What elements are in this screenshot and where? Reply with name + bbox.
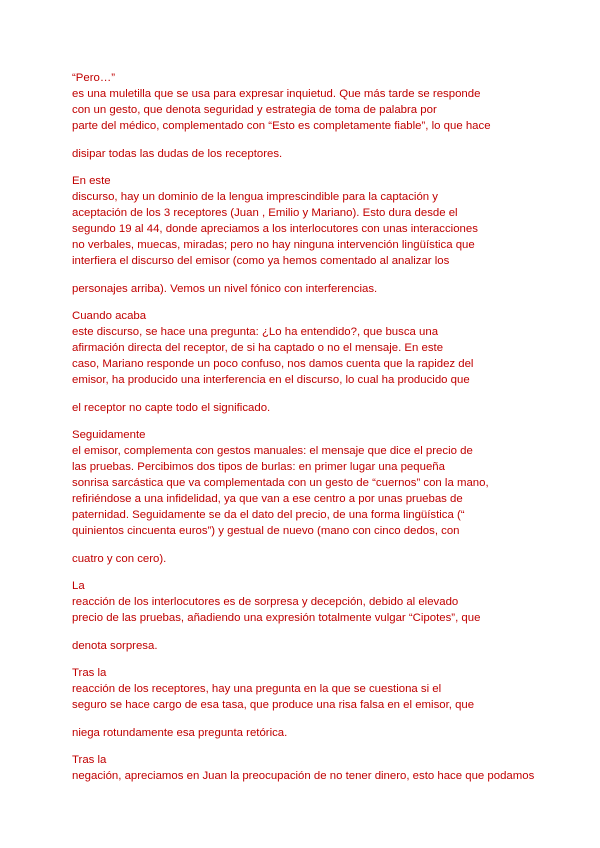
paragraph	[72, 70, 532, 162]
paragraph-line: En este	[72, 175, 111, 187]
paragraph-line: es una muletilla que se usa para expresar inquietud. Que más tarde se responde	[72, 88, 481, 100]
paragraph-line: precio de las pruebas, añadiendo una expresión totalmente vulgar “Cipotes”, que	[72, 612, 481, 624]
paragraph-tail-line: disipar todas las dudas de los receptores.	[72, 148, 283, 160]
paragraph-line: Seguidamente	[72, 429, 146, 441]
line-gap	[72, 539, 532, 551]
paragraph-line: Cuando acaba	[72, 310, 147, 322]
paragraph	[72, 578, 532, 654]
line-gap	[72, 269, 532, 281]
paragraph-tail-line: denota sorpresa.	[72, 640, 158, 652]
paragraph-line: el emisor, complementa con gestos manuales: el mensaje que dice el precio de	[72, 445, 473, 457]
paragraph-line: La	[72, 580, 85, 592]
paragraph-tail-line: niega rotundamente esa pregunta retórica.	[72, 727, 288, 739]
paragraph-line: afirmación directa del receptor, de si ha captado o no el mensaje. En este	[72, 342, 444, 354]
paragraph-line: no verbales, muecas, miradas; pero no hay ninguna intervención lingüística que	[72, 239, 475, 251]
paragraph-line: segundo 19 al 44, donde apreciamos a los interlocutores con unas interacciones	[72, 223, 478, 235]
paragraph-line: refiriéndose a una infidelidad, ya que van a ese centro a por unas pruebas de	[72, 493, 463, 505]
line-gap	[72, 713, 532, 725]
paragraph-line: paternidad. Seguidamente se da el dato del precio, de una forma lingüística (“	[72, 509, 465, 521]
paragraph-line: sonrisa sarcástica que va complementada con un gesto de “cuernos” con la mano,	[72, 477, 489, 489]
paragraph-line: este discurso, se hace una pregunta: ¿Lo ha entendido?, que busca una	[72, 326, 439, 338]
paragraph-line: caso, Mariano responde un poco confuso, nos damos cuenta que la rapidez del	[72, 358, 474, 370]
paragraph-line: negación, apreciamos en Juan la preocupación de no tener dinero, esto hace que podamos	[72, 770, 535, 782]
paragraph-line: con un gesto, que denota seguridad y estrategia de toma de palabra por	[72, 104, 437, 116]
paragraph	[72, 427, 532, 567]
paragraph-tail-line: cuatro y con cero).	[72, 553, 167, 565]
paragraph-line: emisor, ha producido una interferencia en el discurso, lo cual ha producido que	[72, 374, 470, 386]
paragraph-line: las pruebas. Percibimos dos tipos de burlas: en primer lugar una pequeña	[72, 461, 445, 473]
paragraph-tail-line: el receptor no capte todo el significado.	[72, 402, 271, 414]
paragraph-line: “Pero…”	[72, 72, 116, 84]
paragraph-line: reacción de los interlocutores es de sorpresa y decepción, debido al elevado	[72, 596, 459, 608]
paragraph-tail-line: personajes arriba). Vemos un nivel fónico con interferencias.	[72, 283, 378, 295]
paragraph	[72, 173, 532, 297]
paragraph-line: aceptación de los 3 receptores (Juan , Emilio y Mariano). Esto dura desde el	[72, 207, 458, 219]
paragraph-line: parte del médico, complementado con “Esto es completamente fiable”, lo que hace	[72, 120, 491, 132]
paragraph	[72, 308, 532, 416]
paragraph	[72, 752, 535, 784]
line-gap	[72, 388, 532, 400]
document-page	[72, 70, 535, 795]
paragraph-line: discurso, hay un dominio de la lengua imprescindible para la captación y	[72, 191, 438, 203]
paragraph-line: seguro se hace cargo de esa tasa, que produce una risa falsa en el emisor, que	[72, 699, 475, 711]
paragraph-line: quinientos cincuenta euros”) y gestual de nuevo (mano con cinco dedos, con	[72, 525, 460, 537]
paragraph-line: interfiera el discurso del emisor (como ya hemos comentado al analizar los	[72, 255, 450, 267]
line-gap	[72, 134, 532, 146]
line-gap	[72, 626, 532, 638]
paragraph	[72, 665, 532, 741]
paragraph-line: reacción de los receptores, hay una pregunta en la que se cuestiona si el	[72, 683, 442, 695]
paragraph-line: Tras la	[72, 754, 107, 766]
paragraph-line: Tras la	[72, 667, 107, 679]
